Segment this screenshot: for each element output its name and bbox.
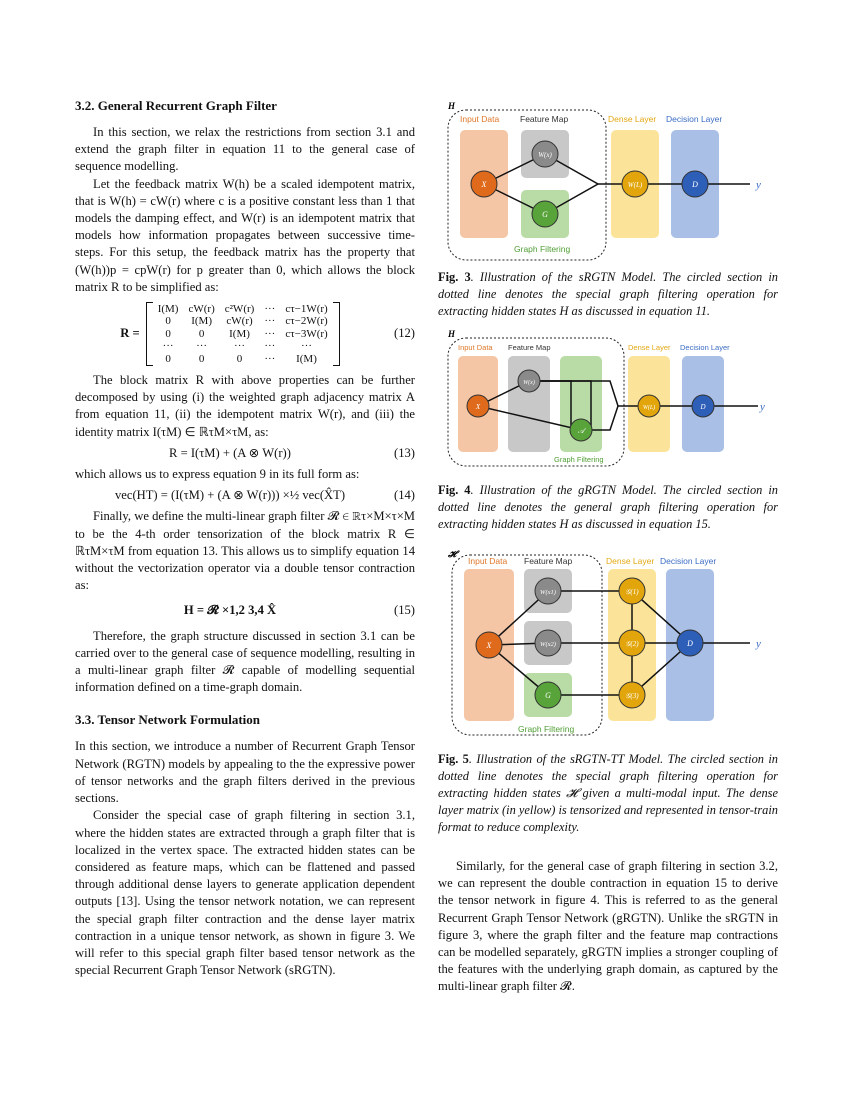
- fig4-feature-label: Feature Map: [508, 343, 551, 352]
- eq12-cell: 0: [165, 327, 171, 340]
- fig4-output-y: y: [760, 401, 765, 413]
- fig3-node-g-label: G: [542, 210, 548, 219]
- fig5-node-g1-label: 𝒢(1): [625, 588, 639, 596]
- fig5-caption-label: Fig. 5: [438, 752, 469, 766]
- eq12-cell: c²W(r): [224, 302, 255, 315]
- eq12-cell: I(M): [296, 352, 317, 365]
- fig3-node-w-label: W(x): [538, 151, 552, 159]
- fig4-input-label: Input Data: [458, 343, 493, 352]
- fig4-node-g-label: 𝒜: [577, 427, 585, 435]
- eq12-matrix: [153, 303, 333, 366]
- fig5-node-w1-label: W(x1): [540, 589, 556, 596]
- eq12-cell: cW(r): [188, 302, 215, 315]
- eq12-cell: 0: [198, 352, 205, 365]
- section-3-2-heading: 3.2. General Recurrent Graph Filter: [75, 98, 277, 113]
- fig5-decision-label: Decision Layer: [660, 556, 717, 566]
- fig5-feature-label: Feature Map: [524, 556, 573, 566]
- eq12-cell: ···: [264, 340, 276, 353]
- eq13-body: R = I(τM) + (A ⊗ W(r)): [169, 445, 291, 460]
- eq12-cell: ···: [264, 352, 276, 365]
- fig4-node-d-label: D: [700, 403, 706, 411]
- equation-12: [75, 302, 415, 366]
- fig3-node-x-label: X: [481, 180, 487, 189]
- eq12-cell: ···: [196, 340, 208, 353]
- fig5-node-g-label: G: [545, 691, 551, 700]
- eq12-cell: I(M): [229, 327, 250, 340]
- fig3-caption-text: . Illustration of the sRGTN Model. The circled section in dotted line denotes the special graph filtering operation for extracting hidden states H as discussed in equation 11.: [438, 270, 778, 318]
- paragraph-decompose: The block matrix R with above properties can be further decomposed by using (i) the weighted graph adjacency matrix A from equation 11, (ii) the idempotent matrix W(r), and (iii) the identity matrix I(τM) ∈ ℝτM×τM, as:: [75, 373, 415, 439]
- eq12-cell: ···: [264, 327, 276, 340]
- paragraph-feedback-matrix: Let the feedback matrix W(h) be a scaled idempotent matrix, that is W(h) = cW(r) where c is a positive constant less than 1 that models the damping effect, and W(r) is an idempotent matrix that models how information propagates between successive time-steps. For this setup, the feedback matrix has the property that (W(h))p = cpW(r) for p greater than 0, which allows the block matrix R to be simplified as:: [75, 176, 415, 294]
- eq12-cell: ···: [162, 340, 174, 353]
- fig3-graph-label: Graph Filtering: [514, 244, 571, 254]
- eq12-cell: 0: [198, 327, 205, 340]
- eq12-cell: cW(r): [226, 315, 253, 328]
- left-column: [75, 98, 415, 979]
- eq12-cell: cτ−3W(r): [285, 327, 328, 340]
- fig4-corner-label: H: [448, 329, 456, 339]
- section-3-3-heading: 3.3. Tensor Network Formulation: [75, 712, 261, 728]
- fig5-node-w2-label: W(x2): [540, 641, 556, 648]
- eq15-number: (15): [394, 603, 415, 618]
- fig5-graph-label: Graph Filtering: [518, 724, 575, 734]
- eq12-number: (12): [394, 326, 415, 341]
- figure-4-caption: [438, 482, 778, 533]
- eq12-cell: ···: [264, 315, 276, 328]
- fig5-input-label: Input Data: [468, 556, 508, 566]
- fig4-graph-label: Graph Filtering: [554, 455, 604, 464]
- eq12-cell: I(M): [157, 302, 179, 315]
- fig3-caption-label: Fig. 3: [438, 270, 471, 284]
- eq12-cell: ···: [264, 302, 276, 315]
- fig5-dense-label: Dense Layer: [606, 556, 655, 566]
- fig3-corner-label: H: [448, 101, 456, 111]
- fig5-node-x-label: X: [486, 641, 492, 650]
- equation-15: [75, 602, 415, 619]
- fig3-node-d-label: D: [692, 180, 698, 189]
- fig5-node-g2-label: 𝒢(2): [625, 640, 639, 648]
- fig4-node-w-label: W(x): [523, 380, 535, 386]
- eq14-number: (14): [394, 488, 415, 503]
- eq15-body: H = 𝓡 ×1,2 3,4 X̂: [183, 603, 277, 618]
- eq12-cell: 0: [165, 352, 171, 365]
- eq12-cell: 0: [165, 315, 171, 328]
- eq12-lhs: R =: [120, 326, 140, 341]
- paragraph-grgtn: Similarly, for the general case of graph filtering in section 3.2, we can represent the double contraction in equation 15 to derive the tensor network in figure 4. This is referred to as the general Recurrent Graph Tensor Network (gRGTN). Unlike the sRGTN in figure 3, where the graph filter and the feature map contractions can be modelled separately, gRGTN implies a stronger coupling of the features with the underlying graph domain, as captured by the multi-linear graph filter 𝓡.: [438, 859, 778, 994]
- paragraph-srgtn: Consider the special case of graph filtering in section 3.1, where the hidden states are extracted through a graph filter that is localized in the vertex space. The extracted hidden states can be considered as feature maps, which can be flattened and passed through additional dense layers to generate application dependent outputs [13]. Using the tensor network notation, we can represent the special graph filter contraction and the dense layer matrix contraction in a unique tensor network, as shown in figure 3. We will refer to this special graph filter based tensor network as the special Recurrent Graph Tensor Network (sRGTN).: [75, 808, 415, 978]
- fig5-node-d-label: D: [687, 639, 693, 648]
- figure-5-diagram: [438, 547, 778, 747]
- equation-13: [75, 445, 415, 462]
- fig3-feature-label: Feature Map: [520, 114, 569, 124]
- fig3-dense-label: Dense Layer: [608, 114, 657, 124]
- fig4-caption-text: . Illustration of the gRGTN Model. The circled section in dotted line denotes the general graph filtering operation for extracting hidden states H as discussed in equation 15.: [438, 483, 778, 531]
- fig5-caption-text: . Illustration of the sRGTN-TT Model. The circled section in dotted line denotes the special graph filtering operation for extracting hidden states 𝓗 given a multi-modal input. The dense layer matrix (in yellow) is tensorized and represented in tensor-train format to reduce complexity.: [438, 752, 778, 834]
- paragraph-multilinear: Finally, we define the multi-linear graph filter 𝓡 ∈ ℝτ×M×τ×M to be the 4-th order tensorization of the block matrix R ∈ ℝτM×τM from equation 13. This allows us to simplify equation 14 without the vectorization operator via a double tensor contraction as:: [75, 509, 415, 593]
- fig3-decision-label: Decision Layer: [666, 114, 723, 124]
- fig3-input-label: Input Data: [460, 114, 500, 124]
- eq12-cell: 0: [236, 352, 243, 365]
- fig4-node-wl-label: W(L): [642, 405, 656, 411]
- fig5-output-y: y: [756, 638, 761, 650]
- fig4-caption-label: Fig. 4: [438, 483, 471, 497]
- figure-4-diagram: [438, 328, 778, 478]
- fig3-node-wl-label: W(L): [627, 181, 643, 189]
- fig4-dense-label: Dense Layer: [628, 343, 671, 352]
- equation-14: [75, 487, 415, 504]
- figure-5-caption: [438, 751, 778, 836]
- fig4-node-x-label: X: [475, 403, 481, 411]
- paragraph-graph-structure: Therefore, the graph structure discussed in section 3.1 can be carried over to the general case of sequence modelling, resulting in a multi-linear graph filter 𝓡 capable of modelling sequential information defined on a time-graph domain.: [75, 628, 415, 695]
- right-column: [438, 100, 778, 996]
- fig5-corner-label: 𝓗: [448, 549, 457, 559]
- eq13-number: (13): [394, 445, 415, 460]
- paragraph-intro-3-2: In this section, we relax the restrictions from section 3.1 and extend the graph filter in equation 11 to the general case of sequence modelling.: [75, 125, 415, 174]
- figure-3-diagram: [438, 100, 778, 265]
- fig3-output-y: y: [756, 179, 761, 191]
- eq12-row: [153, 303, 333, 316]
- paragraph-full-form: which allows us to express equation 9 in its full form as:: [75, 467, 360, 482]
- paragraph-rgtn-intro: In this section, we introduce a number of Recurrent Graph Tensor Network (RGTN) models by appealing to the the expressive power of tensor networks and the graph filters derived in the previous sections.: [75, 739, 415, 806]
- eq14-body: vec(HT) = (I(τM) + (A ⊗ W(r))) ×½ vec(X̂T): [114, 488, 346, 503]
- figure-3-caption: [438, 269, 778, 320]
- fig4-decision-label: Decision Layer: [680, 343, 730, 352]
- eq12-cell: ···: [301, 340, 312, 353]
- eq12-row: [153, 328, 333, 341]
- eq12-cell: ···: [234, 340, 246, 353]
- eq12-row: [153, 315, 333, 328]
- eq12-cell: cτ−1W(r): [285, 302, 328, 315]
- eq12-row: [153, 353, 333, 366]
- fig5-node-g3-label: 𝒢(3): [625, 692, 639, 700]
- eq12-row: [153, 340, 333, 353]
- eq12-cell: I(M): [191, 315, 212, 328]
- eq12-cell: cτ−2W(r): [285, 315, 328, 328]
